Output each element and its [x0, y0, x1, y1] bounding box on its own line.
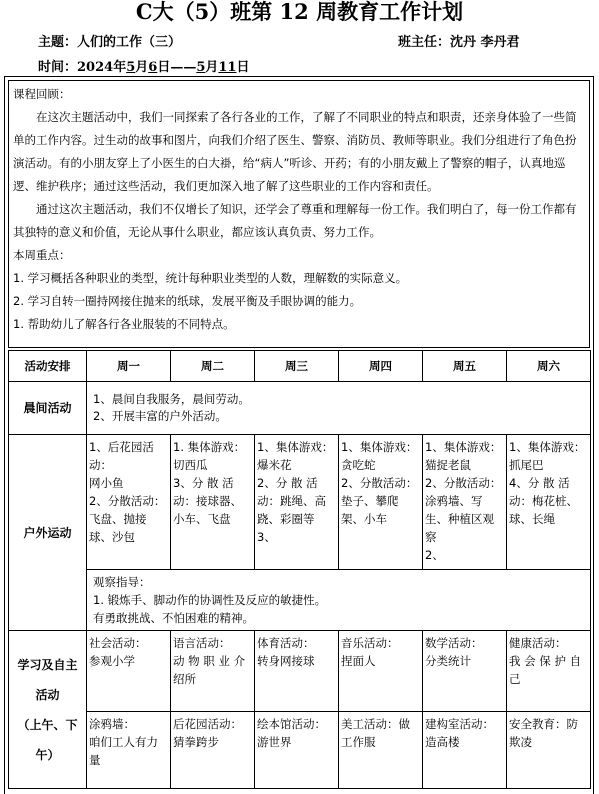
learning-label-line: 活动: [35, 687, 60, 702]
time-label: 时间：: [38, 60, 78, 75]
course-review-box: [8, 80, 590, 348]
observation-line: 有勇敢挑战、不怕困难的精神。: [93, 611, 254, 625]
learning-label-line: （上午、下: [17, 717, 78, 732]
teacher-line: [398, 31, 520, 50]
learning-cell: 美工活动：做工作服: [339, 712, 423, 789]
time-month-word-end: 月: [205, 60, 219, 75]
time-month-end: 5: [196, 60, 206, 75]
observation-line: 1. 锻炼手、脚动作的协调性及反应的敏捷性。: [93, 593, 327, 607]
teacher-label: 班主任：: [398, 35, 451, 50]
learning-cell: 体育活动： 转身网接球: [255, 631, 339, 712]
page-title: C大（5）班第 12 周教育工作计划: [135, 0, 464, 24]
focus-item: 2. 学习自转一圈持网接住抛来的纸球，发展平衡及手眼协调的能力。: [13, 294, 362, 308]
learning-cell: 安全教育：防欺凌: [507, 712, 591, 789]
schedule-corner: 活动安排: [9, 351, 87, 382]
learning-label: [9, 631, 87, 789]
observation-row: [9, 570, 591, 631]
schedule-table: [8, 350, 591, 789]
theme-line: [38, 31, 181, 50]
outdoor-cell: 1、集体游戏：贪吃蛇 2、分散活动：垫子、攀爬架、小车: [339, 435, 423, 570]
outdoor-cell: 1、集体游戏：抓尾巴 4、分 散 活动：梅花桩、球、长绳: [507, 435, 591, 570]
learning-cell: 社会活动： 参观小学: [87, 631, 171, 712]
learning-cell: 后花园活动： 猜拳跨步: [171, 712, 255, 789]
time-day-start: 6: [148, 60, 158, 75]
learning-cell: 建构室活动： 造高楼: [423, 712, 507, 789]
focus-item: 1. 学习概括各种职业的类型，统计每种职业类型的人数，理解数的实际意义。: [13, 271, 408, 285]
day-header: 周六: [507, 351, 591, 382]
focus-heading: 本周重点：: [13, 248, 71, 262]
review-heading: 课程回顾：: [13, 87, 71, 101]
learning-label-line: 学习及自主: [17, 657, 78, 672]
day-header: 周一: [87, 351, 171, 382]
day-header: 周五: [423, 351, 507, 382]
outdoor-cell: 1、集体游戏：爆米花 2、分 散 活动：跳绳、高跷、彩圈等 3、: [255, 435, 339, 570]
review-paragraph-2: 通过这次主题活动，我们不仅增长了知识，还学会了尊重和理解每一份工作。我们明白了，每一份工作都有其独特的意义和价值，无论从事什么职业，都应该认真负责、努力工作。: [13, 202, 577, 239]
learning-label-line: 午）: [35, 747, 60, 762]
day-header: 周三: [255, 351, 339, 382]
learning-cell: 语言活动： 动 物 职 业 介绍所: [171, 631, 255, 712]
day-header: 周二: [171, 351, 255, 382]
time-year: 2024年: [77, 60, 127, 75]
day-header-row: [9, 351, 591, 382]
morning-content: [87, 382, 591, 435]
learning-cell: 健康活动： 我 会 保 护 自己: [507, 631, 591, 712]
time-day-word-end: 日: [236, 60, 250, 75]
day-header: 周四: [339, 351, 423, 382]
learning-cell: 涂鸦墙： 咱们工人有力量: [87, 712, 171, 789]
learning-cell: 数学活动： 分类统计: [423, 631, 507, 712]
morning-line: 2、开展丰富的户外活动。: [93, 409, 227, 423]
outdoor-label: 户外运动: [9, 435, 87, 631]
theme-label: 主题：: [38, 35, 78, 50]
morning-line: 1、晨间自我服务，晨间劳动。: [93, 392, 250, 406]
time-separator: 日——: [157, 60, 197, 75]
outdoor-cell: 1、后花园活动： 网小鱼 2、分散活动：飞盘、抛接球、沙包: [87, 435, 171, 570]
time-month-start: 5: [126, 60, 136, 75]
teacher-value: 沈丹 李丹君: [450, 35, 520, 50]
outdoor-cell: 1、集体游戏：猫捉老鼠 2、分散活动：涂鸦墙、写生、种植区观察 2、: [423, 435, 507, 570]
outdoor-row: [9, 435, 591, 570]
time-line: [38, 56, 250, 75]
review-paragraph-1: 在这次主题活动中，我们一同探索了各行各业的工作，了解了不同职业的特点和职责，还亲身体验了一些简单的工作内容。过生动的故事和图片，向我们介绍了医生、警察、消防员、教师等职业。我们分组进行了角色扮演活动。有的小朋友穿上了小医生的白大褂，给“病人”听诊、开药；有的小朋友戴上了警察的帽子，认真地巡逻、维护秩序；通过这些活动，我们更加深入地了解了这些职业的工作内容和责任。: [13, 110, 577, 193]
outdoor-cell: 1. 集体游戏：切西瓜 3、分 散 活动：接球器、小车、飞盘: [171, 435, 255, 570]
observation-heading: 观察指导：: [93, 575, 151, 589]
observation-content: [87, 570, 591, 631]
morning-row: [9, 382, 591, 435]
morning-label: 晨间活动: [9, 382, 87, 435]
focus-item: 1. 帮助幼儿了解各行各业服装的不同特点。: [13, 317, 235, 331]
learning-row-2: [9, 712, 591, 789]
learning-cell: 绘本馆活动： 游世界: [255, 712, 339, 789]
learning-row-1: [9, 631, 591, 712]
theme-value: 人们的工作（三）: [77, 35, 182, 50]
time-day-end: 11: [218, 60, 237, 75]
time-month-word-start: 月: [135, 60, 149, 75]
learning-cell: 音乐活动： 捏面人: [339, 631, 423, 712]
